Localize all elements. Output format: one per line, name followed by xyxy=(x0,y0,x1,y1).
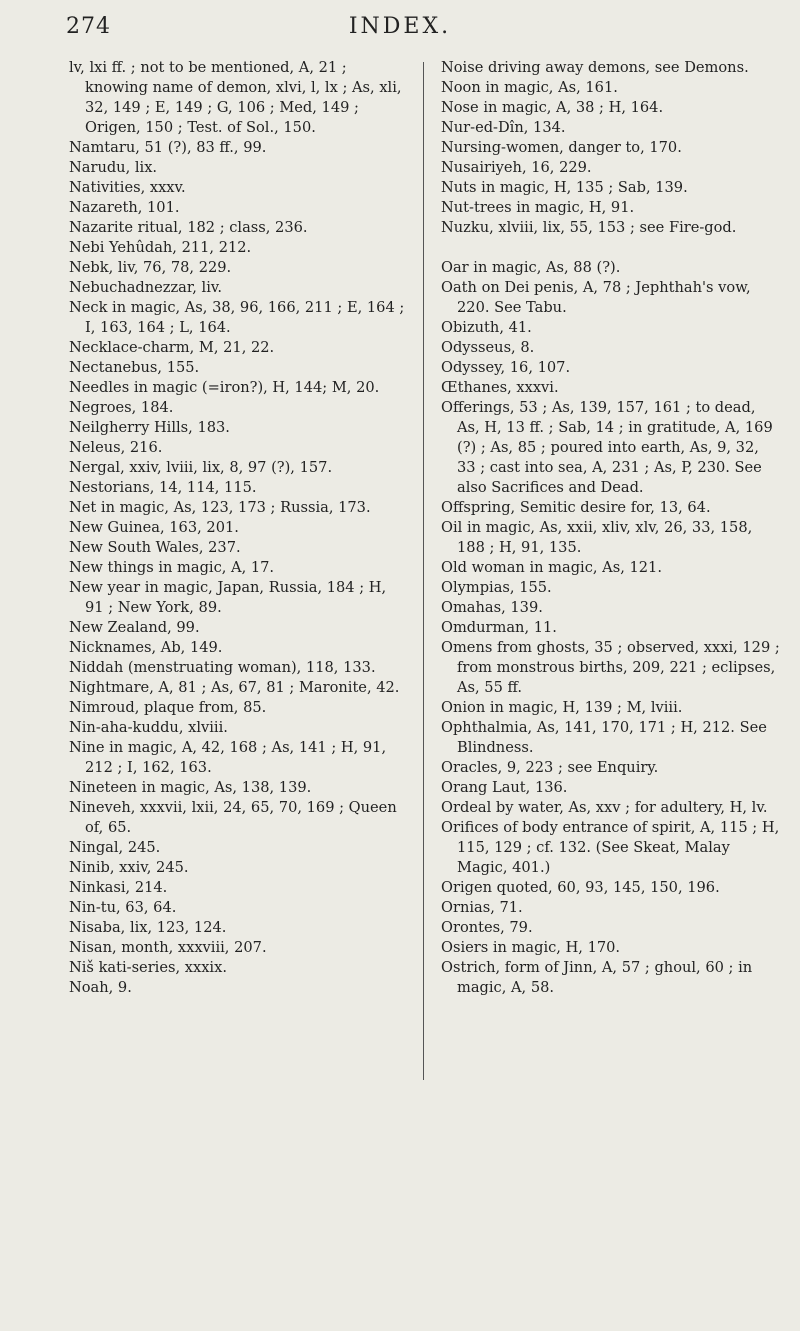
index-entry: Osiers in magic, H, 170. xyxy=(441,939,621,956)
index-entry: Obizuth, 41. xyxy=(441,319,532,336)
index-entry: Omens from ghosts, 35 ; observed, xxxi, 129 ; from monstrous births, 209, 221 ; eclipses, As, 55 ff. xyxy=(441,639,780,696)
index-entry: Onion in magic, H, 139 ; M, lviii. xyxy=(441,699,683,716)
index-entry: Nine in magic, A, 42, 168 ; As, 141 ; H, 91, 212 ; I, 162, 163. xyxy=(69,739,387,776)
index-entry: Nectanebus, 155. xyxy=(69,359,200,376)
index-entry: Omdurman, 11. xyxy=(441,619,557,636)
index-entry: Nazareth, 101. xyxy=(69,199,180,216)
index-entry: Neilgherry Hills, 183. xyxy=(69,419,230,436)
index-entry: Orang Laut, 136. xyxy=(441,779,568,796)
index-entry: Ophthalmia, As, 141, 170, 171 ; H, 212. See Blindness. xyxy=(441,719,767,756)
index-entry: Nebi Yehûdah, 211, 212. xyxy=(69,239,252,256)
index-entry: Omahas, 139. xyxy=(441,599,543,616)
index-entry: Ordeal by water, As, xxv ; for adultery, H, lv. xyxy=(441,799,768,816)
index-entry: Negroes, 184. xyxy=(69,399,174,416)
index-entry: Nuzku, xlviii, lix, 55, 153 ; see Fire-god. xyxy=(441,219,737,236)
index-entry: Nebuchadnezzar, liv. xyxy=(69,279,223,296)
index-entry: Nimroud, plaque from, 85. xyxy=(69,699,267,716)
index-entry: Oil in magic, As, xxii, xliv, xlv, 26, 33, 158, 188 ; H, 91, 135. xyxy=(441,519,753,556)
index-entry: Nazarite ritual, 182 ; class, 236. xyxy=(69,219,308,236)
index-entry: Neck in magic, As, 38, 96, 166, 211 ; E, 164 ; I, 163, 164 ; L, 164. xyxy=(69,299,405,336)
index-entry: Oar in magic, As, 88 (?). xyxy=(441,259,621,276)
index-entry: Needles in magic (=iron?), H, 144; M, 20. xyxy=(69,379,380,396)
index-entry: Old woman in magic, As, 121. xyxy=(441,559,662,576)
index-entry: New South Wales, 237. xyxy=(69,539,241,556)
index-entry: New Guinea, 163, 201. xyxy=(69,519,239,536)
index-entry: Narudu, lix. xyxy=(69,159,158,176)
index-entry: New year in magic, Japan, Russia, 184 ; H, 91 ; New York, 89. xyxy=(69,579,387,616)
index-entry: Origen quoted, 60, 93, 145, 150, 196. xyxy=(441,879,720,896)
index-entry: Nuts in magic, H, 135 ; Sab, 139. xyxy=(441,179,688,196)
index-entry: Net in magic, As, 123, 173 ; Russia, 173. xyxy=(69,499,371,516)
column-divider xyxy=(423,62,424,1080)
index-entry: Nisaba, lix, 123, 124. xyxy=(69,919,227,936)
index-entry: Oracles, 9, 223 ; see Enquiry. xyxy=(441,759,659,776)
index-entry: Orifices of body entrance of spirit, A, 115 ; H, 115, 129 ; cf. 132. (See Skeat, Malay Magic, 401.) xyxy=(441,819,780,876)
index-entry: Ostrich, form of Jinn, A, 57 ; ghoul, 60 ; in magic, A, 58. xyxy=(441,959,753,996)
index-entry: Nin-aha-kuddu, xlviii. xyxy=(69,719,228,736)
index-entry: Odyssey, 16, 107. xyxy=(441,359,571,376)
index-entry: Offspring, Semitic desire for, 13, 64. xyxy=(441,499,711,516)
index-column-left xyxy=(69,58,409,998)
section-gap xyxy=(441,238,781,258)
index-entry: Noise driving away demons, see Demons. xyxy=(441,59,749,76)
index-entry: Noah, 9. xyxy=(69,979,132,996)
index-entry: Nisan, month, xxxviii, 207. xyxy=(69,939,267,956)
index-entry: Nestorians, 14, 114, 115. xyxy=(69,479,257,496)
index-entry: Neleus, 216. xyxy=(69,439,163,456)
index-entry: Nebk, liv, 76, 78, 229. xyxy=(69,259,232,276)
index-entry: Nightmare, A, 81 ; As, 67, 81 ; Maronite, 42. xyxy=(69,679,400,696)
index-entry: Ninib, xxiv, 245. xyxy=(69,859,189,876)
index-entry: New Zealand, 99. xyxy=(69,619,200,636)
running-head-title: INDEX. xyxy=(348,14,452,39)
index-entry: Ornias, 71. xyxy=(441,899,523,916)
index-entry: Nut-trees in magic, H, 91. xyxy=(441,199,635,216)
index-entry: Ninkasi, 214. xyxy=(69,879,168,896)
index-entry: Nineteen in magic, As, 138, 139. xyxy=(69,779,312,796)
page-number: 274 xyxy=(66,14,111,39)
index-entry: Orontes, 79. xyxy=(441,919,533,936)
index-entry: Nergal, xxiv, lviii, lix, 8, 97 (?), 157. xyxy=(69,459,333,476)
index-entry: Noon in magic, As, 161. xyxy=(441,79,618,96)
index-entry: Nursing-women, danger to, 170. xyxy=(441,139,682,156)
index-entry: Necklace-charm, M, 21, 22. xyxy=(69,339,275,356)
index-entry: Nicknames, Ab, 149. xyxy=(69,639,223,656)
index-entry: Niš kati-series, xxxix. xyxy=(69,959,227,976)
index-entry: Offerings, 53 ; As, 139, 157, 161 ; to dead, As, H, 13 ff. ; Sab, 14 ; in gratitude, A, 169 (?) ; As, 85 ; poured into earth, As, 9, 32, 33 ; cast into sea, A, 231 ; As, P, 230. See also Sacrifices and Dead. xyxy=(441,399,773,496)
index-entry: Nineveh, xxxvii, lxii, 24, 65, 70, 169 ; Queen of, 65. xyxy=(69,799,397,836)
index-entry: Namtaru, 51 (?), 83 ff., 99. xyxy=(69,139,267,156)
index-entry: Oath on Dei penis, A, 78 ; Jephthah's vow, 220. See Tabu. xyxy=(441,279,751,316)
index-entry: Olympias, 155. xyxy=(441,579,552,596)
index-entry: New things in magic, A, 17. xyxy=(69,559,275,576)
index-column-right xyxy=(441,58,781,998)
index-entry: Nativities, xxxv. xyxy=(69,179,186,196)
index-entry: Nur-ed-Dîn, 134. xyxy=(441,119,566,136)
index-entry: Ningal, 245. xyxy=(69,839,161,856)
index-entry: lv, lxi ff. ; not to be mentioned, A, 21 ; knowing name of demon, xlvi, l, lx ; As, xli, 32, 149 ; E, 149 ; G, 106 ; Med, 149 ; Origen, 150 ; Test. of Sol., 150. xyxy=(69,59,402,136)
index-entry: Niddah (menstruating woman), 118, 133. xyxy=(69,659,376,676)
index-entry: Nin-tu, 63, 64. xyxy=(69,899,177,916)
index-entry: Œthanes, xxxvi. xyxy=(441,379,559,396)
index-entry: Odysseus, 8. xyxy=(441,339,535,356)
index-entry: Nose in magic, A, 38 ; H, 164. xyxy=(441,99,664,116)
index-entry: Nusairiyeh, 16, 229. xyxy=(441,159,592,176)
